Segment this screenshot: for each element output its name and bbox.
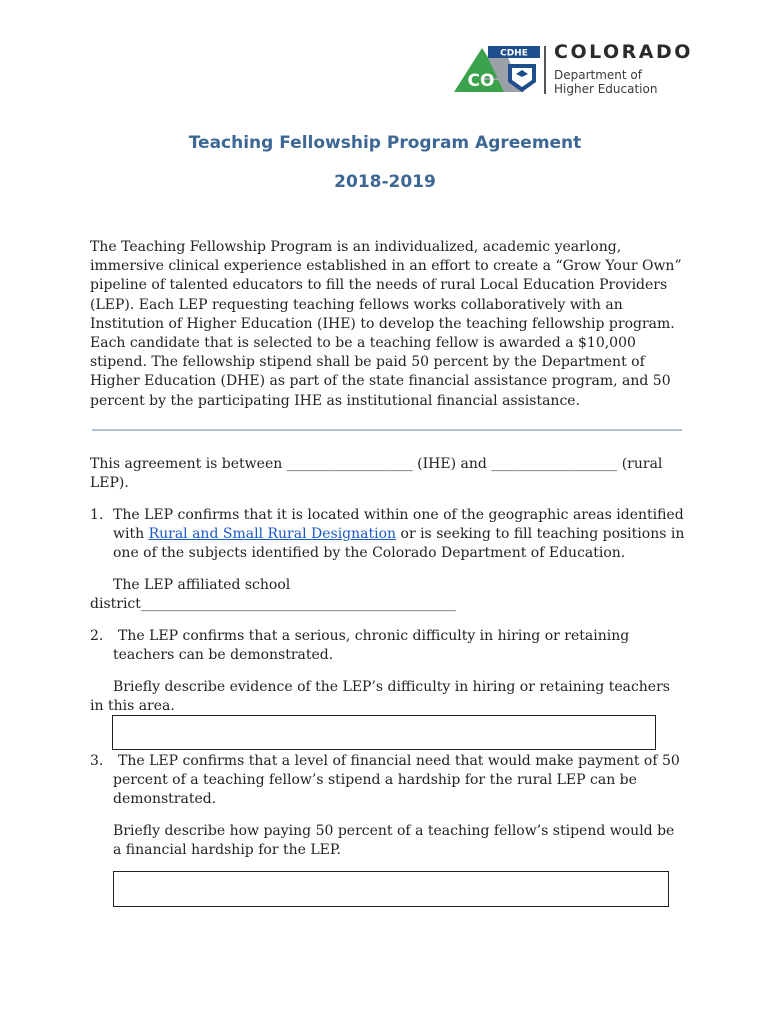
intro-line: (LEP). Each LEP requesting teaching fellows works collaboratively with an [90, 296, 623, 313]
item3-line: demonstrated. [113, 791, 217, 808]
cdhe-logo [452, 41, 693, 96]
badge-co-text: CO [467, 71, 495, 91]
intro-line: Each candidate that is selected to be a teaching fellow is awarded a $10,000 [90, 335, 636, 352]
financial-hardship-textbox[interactable] [113, 871, 669, 907]
item2-number: 2. [90, 628, 104, 644]
section-divider [92, 429, 682, 431]
document-title: Teaching Fellowship Program Agreement [188, 133, 582, 153]
item2-line: teachers can be demonstrated. [113, 647, 334, 664]
cdhe-mountain-icon [452, 44, 544, 96]
document-year: 2018-2019 [334, 172, 436, 192]
intro-line: Higher Education (DHE) as part of the state financial assistance program, and 50 [90, 373, 671, 390]
badge-top-text: CDHE [500, 48, 528, 59]
item3-prompt-line: Briefly describe how paying 50 percent of a teaching fellow’s stipend would be [113, 823, 675, 839]
item3-line: The LEP confirms that a level of financial need that would make payment of 50 [118, 753, 680, 769]
logo-name: COLORADO [554, 41, 693, 63]
item3-text [113, 752, 693, 810]
item1-line: one of the subjects identified by the Colorado Department of Education. [113, 545, 626, 562]
item1-prefix: with [113, 526, 149, 543]
item3-line: percent of a teaching fellow’s stipend a hardship for the rural LEP can be [113, 772, 637, 789]
item1-number: 1. [90, 507, 104, 523]
item1-text [113, 506, 693, 564]
agreement-line: This agreement is between __________________ (IHE) and __________________ (rural [90, 456, 663, 472]
intro-line: pipeline of talented educators to fill the needs of rural Local Education Providers [90, 277, 668, 294]
logo-divider [544, 46, 546, 94]
item1-line [113, 525, 693, 544]
agreement-line: LEP). [90, 475, 129, 492]
intro-line: stipend. The fellowship stipend shall be paid 50 percent by the Department of [90, 354, 645, 371]
difficulty-evidence-textbox[interactable] [112, 715, 656, 750]
logo-sub-line2: Higher Education [554, 82, 658, 96]
intro-paragraph [90, 238, 690, 411]
item1-suffix: or is seeking to fill teaching positions in [396, 526, 685, 543]
agreement-statement [90, 455, 690, 493]
intro-line: percent by the participating IHE as institutional financial assistance. [90, 392, 581, 409]
item1-line: The LEP confirms that it is located within one of the geographic areas identified [113, 507, 684, 523]
item3-prompt-line: a financial hardship for the LEP. [113, 842, 341, 859]
district-field[interactable]: district_____________________________________________ [90, 596, 456, 612]
intro-line: immersive clinical experience established in an effort to create a “Grow Your Own” [90, 258, 682, 275]
item2-line: The LEP confirms that a serious, chronic difficulty in hiring or retaining [118, 628, 630, 644]
logo-sub-line1: Department of [554, 68, 642, 82]
rural-designation-link[interactable]: Rural and Small Rural Designation [148, 526, 397, 543]
item2-prompt-line: Briefly describe evidence of the LEP’s difficulty in hiring or retaining teachers [113, 679, 670, 695]
district-label: The LEP affiliated school [113, 577, 291, 593]
intro-line: Institution of Higher Education (IHE) to develop the teaching fellowship program. [90, 315, 675, 332]
intro-line: The Teaching Fellowship Program is an individualized, academic yearlong, [90, 239, 622, 255]
item2-text [113, 627, 693, 665]
item3-prompt [113, 822, 693, 860]
item3-number: 3. [90, 753, 104, 769]
item2-prompt-line: in this area. [90, 698, 175, 714]
